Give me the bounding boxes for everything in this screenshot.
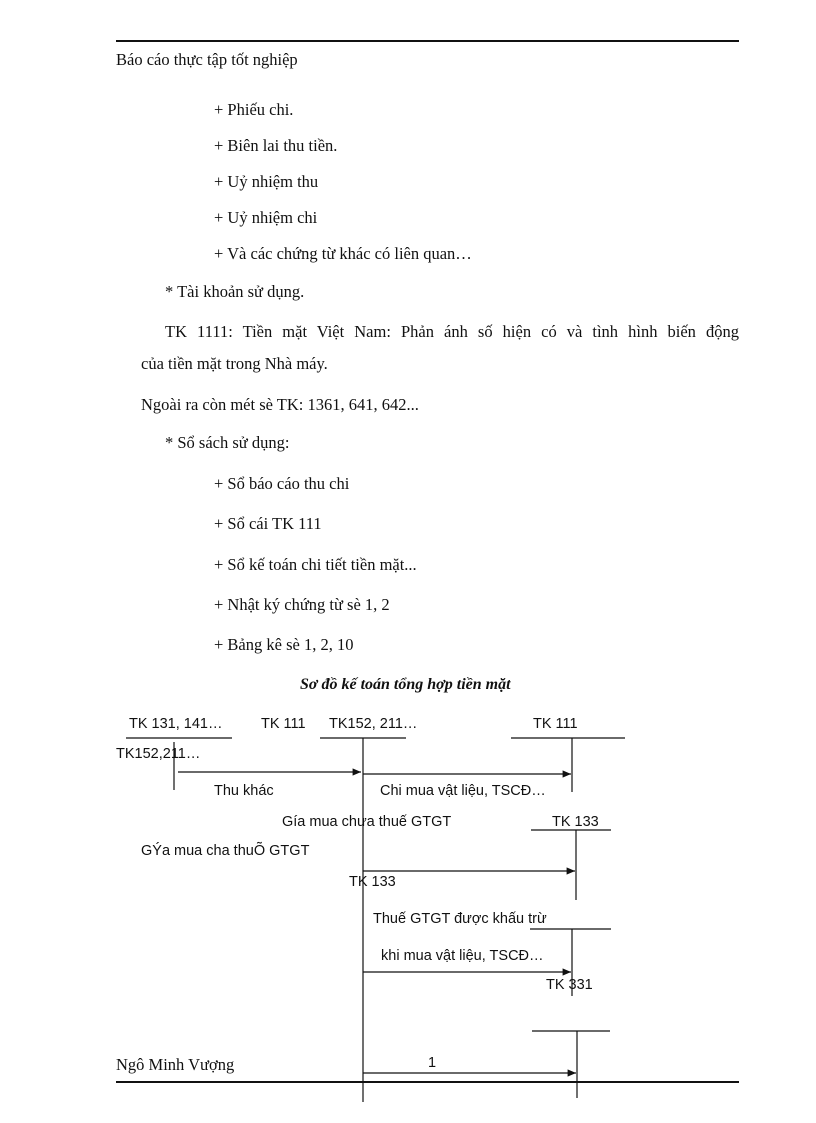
label-gia-mua: Gía mua chưa thuế GTGT	[282, 814, 452, 830]
footer-author: Ngô Minh Vượng	[116, 1055, 235, 1074]
diagram-title: Sơ đồ kế toán tổng hợp tiền mặt	[300, 676, 511, 693]
label-tk133-mid: TK 133	[349, 874, 396, 890]
label-tk152-left: TK152,211…	[116, 746, 201, 762]
list-item: + Nhật ký chứng từ sè 1, 2	[214, 595, 390, 614]
list-item: + Biên lai thu tiền.	[214, 136, 338, 155]
list-item: + Sổ báo cáo thu chi	[214, 474, 350, 493]
label-chi-mua: Chi mua vật liệu, TSCĐ…	[380, 783, 546, 799]
label-khi-mua: khi mua vật liệu, TSCĐ…	[381, 948, 544, 964]
footer-rule	[116, 1081, 739, 1083]
label-tk133-right: TK 133	[552, 814, 599, 830]
label-thu-khac: Thu khác	[214, 783, 274, 799]
list-item: + Bảng kê sè 1, 2, 10	[214, 635, 354, 654]
accounts-heading: * Tài khoản sử dụng.	[165, 282, 305, 301]
list-item: + Sổ cái TK 111	[214, 514, 322, 533]
label-thue-gtgt: Thuế GTGT được khấu trừ	[373, 911, 547, 927]
label-gya-mua: GÝa mua cha thuÕ GTGT	[141, 843, 310, 859]
label-tk152-top: TK152, 211…	[329, 716, 418, 732]
label-tk331: TK 331	[546, 977, 593, 993]
label-tk111-left: TK 111	[261, 716, 306, 732]
tk1111-paragraph-line2: của tiền mặt trong Nhà máy.	[141, 354, 328, 373]
tk1111-paragraph-line1: TK 1111: Tiền mặt Việt Nam: Phản ánh số hiện có và tình hình biến động	[165, 322, 739, 341]
list-item: + Và các chứng từ khác có liên quan…	[214, 244, 472, 263]
label-tk131: TK 131, 141…	[129, 716, 223, 732]
list-item: + Sổ kế toán chi tiết tiền mặt...	[214, 555, 417, 574]
list-item: + Uỷ nhiệm chi	[214, 208, 318, 227]
list-item: + Uỷ nhiệm thu	[214, 172, 319, 191]
header-title: Báo cáo thực tập tốt nghiệp	[116, 50, 298, 69]
list-item: + Phiếu chi.	[214, 100, 294, 119]
other-accounts: Ngoài ra còn mét sè TK: 1361, 641, 642...	[141, 395, 419, 414]
books-heading: * Sổ sách sử dụng:	[165, 433, 290, 452]
label-tk111-right: TK 111	[533, 716, 578, 732]
label-num1: 1	[428, 1055, 437, 1071]
